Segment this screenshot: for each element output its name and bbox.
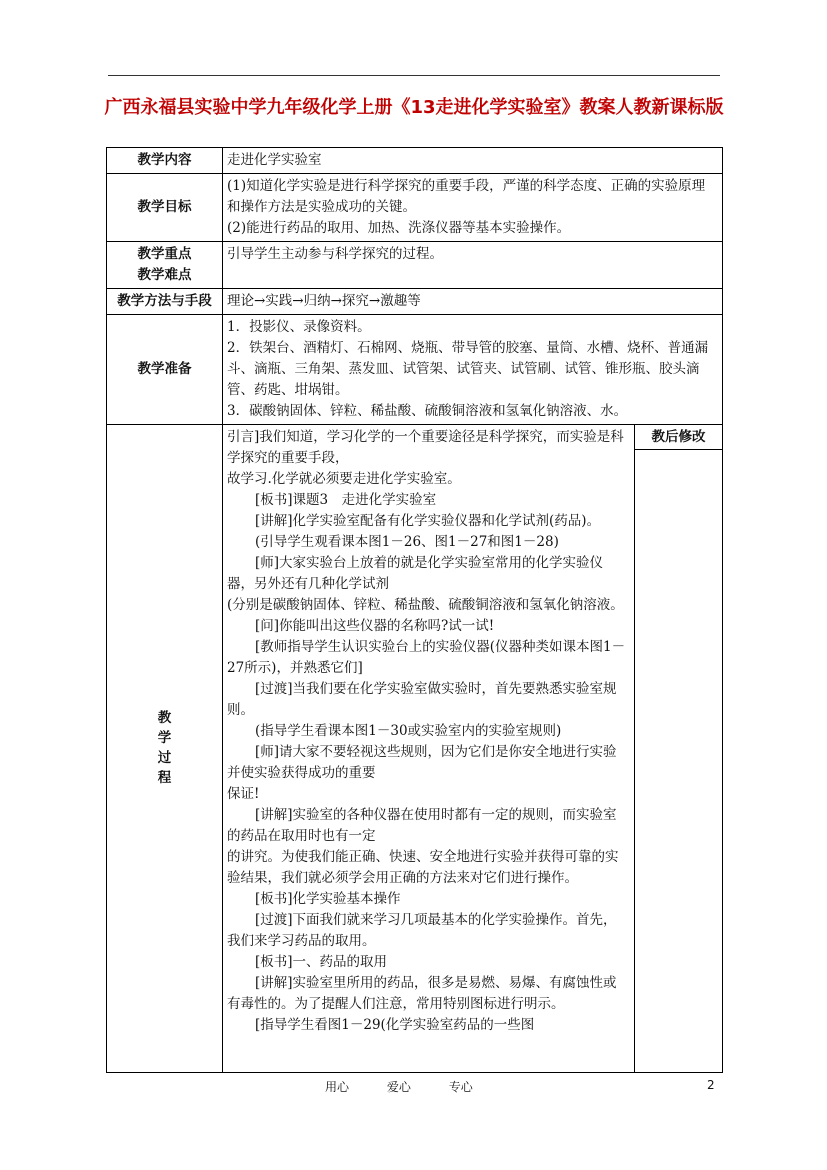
lesson-plan-table [106, 147, 723, 1073]
label-key: 教学重点 [137, 246, 192, 262]
footer-mottos [325, 1078, 507, 1095]
process-char: 教 [157, 710, 172, 726]
document-title: 广西永福县实验中学九年级化学上册《13走进化学实验室》教案人教新课标版 [104, 97, 724, 118]
process-paragraph: 故学习.化学就必须要走进化学实验室。 [227, 471, 461, 487]
goal-line: (1)知道化学实验是进行科学探究的重要手段，严谨的科学态度、正确的实验原理和操作方法是实验成功的关键。 [227, 178, 706, 215]
prep-line: 1．投影仪、录像资料。 [227, 319, 371, 335]
process-paragraph: [指导学生看图1－29(化学实验室药品的一些图 [255, 1017, 535, 1033]
after-class-revision [635, 425, 723, 1073]
process-paragraph: 的讲究。为使我们能正确、快速、安全地进行实验并获得可靠的实验结果，我们就必须学会用正确的方法来对它们进行操作。 [227, 849, 619, 886]
value-methods: 理论→实践→归纳→探究→激趣等 [223, 289, 723, 315]
prep-line: 2．铁架台、酒精灯、石棉网、烧瓶、带导管的胶塞、量筒、水槽、烧杯、普通漏斗、滴瓶、三角架、蒸发皿、试管架、试管夹、试管刷、试管、锥形瓶、胶头滴管、药匙、坩埚钳。 [227, 340, 709, 398]
value-goals [223, 174, 723, 242]
process-paragraph: [讲解]实验室里所用的药品，很多是易燃、易爆、有腐蚀性或有毒性的。为了提醒人们注意，常用特别图标进行明示。 [227, 975, 617, 1012]
row-content [107, 148, 723, 174]
process-paragraph: [板书]化学实验基本操作 [255, 891, 401, 907]
process-paragraph: [问]你能叫出这些仪器的名称吗?试一试! [255, 618, 495, 634]
row-process [107, 425, 723, 1073]
row-goals [107, 174, 723, 242]
process-paragraph: (指导学生看课本图1－30或实验室内的实验室规则) [255, 723, 562, 739]
process-paragraph: (分别是碳酸钠固体、锌粒、稀盐酸、硫酸铜溶液和氢氧化钠溶液。 [227, 597, 624, 613]
after-class-revision-label: 教后修改 [635, 425, 722, 450]
value-keypoints: 引导学生主动参与科学探究的过程。 [223, 242, 723, 289]
label-goals: 教学目标 [107, 174, 223, 242]
process-paragraph: 引言]我们知道，学习化学的一个重要途径是科学探究，而实验是科学探究的重要手段， [227, 429, 624, 466]
process-paragraph: [教师指导学生认识实验台上的实验仪器(仪器种类如课本图1－27所示)，并熟悉它们] [227, 639, 626, 676]
process-paragraph: [讲解]化学实验室配备有化学实验仪器和化学试剂(药品)。 [255, 513, 601, 529]
header-rule [108, 75, 720, 76]
value-process [223, 425, 635, 1073]
process-paragraph: [板书]一、药品的取用 [255, 954, 388, 970]
label-content: 教学内容 [107, 148, 223, 174]
process-char: 学 [157, 730, 172, 746]
row-prep [107, 315, 723, 425]
process-paragraph: 保证! [227, 786, 260, 802]
value-prep [223, 315, 723, 425]
goal-line: (2)能进行药品的取用、加热、洗涤仪器等基本实验操作。 [227, 220, 571, 236]
value-content: 走进化学实验室 [223, 148, 723, 174]
label-process [107, 425, 223, 1073]
footer-motto: 爱心 [386, 1080, 411, 1094]
process-char: 过 [157, 750, 172, 766]
process-paragraph: [师]请大家不要轻视这些规则，因为它们是你安全地进行实验并使实验获得成功的重要 [227, 744, 617, 781]
process-paragraph: [过渡]下面我们就来学习几项最基本的化学实验操作。首先，我们来学习药品的取用。 [227, 912, 617, 949]
prep-line: 3．碳酸钠固体、锌粒、稀盐酸、硫酸铜溶液和氢氧化钠溶液、水。 [227, 403, 628, 419]
footer-motto: 专心 [448, 1080, 473, 1094]
process-paragraph: [讲解]实验室的各种仪器在使用时都有一定的规则，而实验室的药品在取用时也有一定 [227, 807, 617, 844]
footer-motto: 用心 [325, 1080, 350, 1094]
page-number: 2 [707, 1078, 715, 1092]
row-methods [107, 289, 723, 315]
label-methods: 教学方法与手段 [107, 289, 223, 315]
process-paragraph: (引导学生观看课本图1－26、图1－27和图1－28) [255, 534, 559, 550]
process-label-text [158, 708, 172, 788]
label-prep: 教学准备 [107, 315, 223, 425]
label-keypoints [107, 242, 223, 289]
process-paragraph: [板书]课题3 走进化学实验室 [255, 492, 437, 508]
process-paragraph: [过渡]当我们要在化学实验室做实验时，首先要熟悉实验室规则。 [227, 681, 617, 718]
label-difficulty: 教学难点 [137, 267, 192, 283]
process-paragraph: [师]大家实验台上放着的就是化学实验室常用的化学实验仪器，另外还有几种化学试剂 [227, 555, 604, 592]
row-keypoints [107, 242, 723, 289]
process-char: 程 [157, 770, 172, 786]
